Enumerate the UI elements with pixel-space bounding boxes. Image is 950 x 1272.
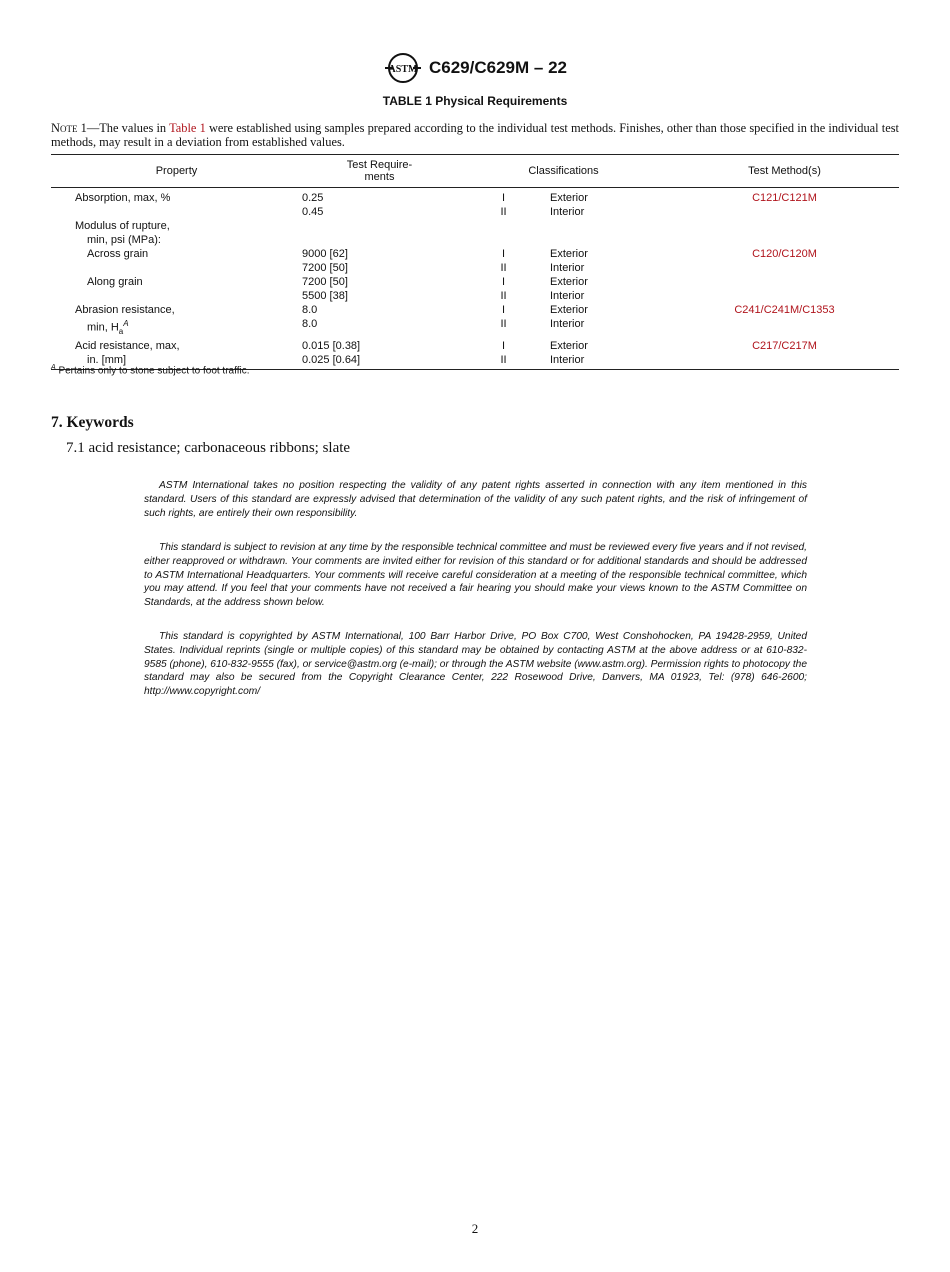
cell-requirement: 0.45 xyxy=(302,206,324,218)
cell-class: II xyxy=(457,353,550,370)
cell-method xyxy=(670,317,899,339)
cell-requirement: 5500 [38] xyxy=(302,290,348,302)
cell-category: Exterior xyxy=(550,276,588,288)
cell-class: I xyxy=(501,248,506,260)
astm-logo-icon xyxy=(383,52,423,84)
cell-property: Acid resistance, max, xyxy=(75,339,180,352)
note-number: 1 xyxy=(77,121,87,135)
cell-method xyxy=(670,261,899,275)
table-footnote xyxy=(51,364,249,376)
cell-class: I xyxy=(501,304,506,316)
cell-property: min, psi (MPa): xyxy=(87,234,161,246)
patent-disclaimer: ASTM International takes no position respecting the validity of any patent rights asserted in connection with any item mentioned in this standard. Users of this standard are expressly advised that determination of the validity of any such patent rights, and the risk of infringement of such rights, are entirely their own responsibility. xyxy=(144,480,807,519)
page-number: 2 xyxy=(471,1221,479,1236)
cell-requirement: 9000 [62] xyxy=(302,248,348,260)
cell-category: Interior xyxy=(550,262,585,274)
table-row xyxy=(51,261,899,275)
cell-property xyxy=(51,261,302,275)
revision-disclaimer: This standard is subject to revision at any time by the responsible technical committee and must be reviewed every five years and if not revised, either reapproved or withdrawn. Your comments are invited either for revision of this standard or for additional standards and should be addressed to ASTM International Headquarters. Your comments will receive careful consideration at a meeting of the responsible technical committee, which you may attend. If you feel that your comments have not received a fair hearing you should make your views known to the ASTM Committee on Standards, at the address shown below. xyxy=(144,542,807,609)
footnote-text: Pertains only to stone subject to foot traffic. xyxy=(55,365,250,377)
cell-requirement: 0.25 xyxy=(302,192,324,204)
table-row xyxy=(51,339,899,353)
cell-class: II xyxy=(500,290,507,302)
cell-category: Interior xyxy=(550,353,670,370)
method-link[interactable]: C217/C217M xyxy=(752,339,817,352)
table-row xyxy=(51,233,899,247)
table-note xyxy=(51,121,899,149)
page-header xyxy=(0,52,950,84)
method-link[interactable]: C241/C241M/C1353 xyxy=(734,304,835,316)
header-classifications: Classifications xyxy=(457,155,670,188)
cell-method xyxy=(670,353,899,370)
cell-property xyxy=(51,289,302,303)
cell-property: Absorption, max, % xyxy=(75,192,171,204)
table-row xyxy=(51,188,899,206)
cell-class xyxy=(457,233,550,247)
table-title: TABLE 1 Physical Requirements xyxy=(382,94,568,108)
note-dash: —The values in xyxy=(86,121,170,135)
cell-property: in. [mm] xyxy=(51,353,302,370)
table-row xyxy=(51,219,899,233)
cell-property xyxy=(51,317,302,339)
table-row xyxy=(51,205,899,219)
cell-category: Exterior xyxy=(550,339,588,352)
cell-category: Interior xyxy=(550,206,585,218)
table-row xyxy=(51,247,899,261)
cell-category: Exterior xyxy=(550,248,588,260)
cell-property xyxy=(51,205,302,219)
cell-category xyxy=(550,219,670,233)
header-requirements-line2: ments xyxy=(364,171,395,183)
cell-method xyxy=(670,205,899,219)
note-label: Note xyxy=(51,121,78,135)
table-row xyxy=(51,289,899,303)
copyright-disclaimer: This standard is copyrighted by ASTM International, 100 Barr Harbor Drive, PO Box C700, West Conshohocken, PA 19428-2959, United States. Individual reprints (single or multiple copies) of this standard may be obtained by contacting ASTM at the above address or at 610-832-9585 (phone), 610-832-9555 (fax), or service@astm.org (e-mail); or through the ASTM website (www.astm.org). Permission rights to photocopy the standard may also be secured from the Copyright Clearance Center, 222 Rosewood Drive, Danvers, MA 01923, Tel: (978) 646-2600; http://www.copyright.com/ xyxy=(144,631,807,698)
table-row xyxy=(51,317,899,339)
cell-requirement: 8.0 xyxy=(302,318,318,330)
cell-property: Along grain xyxy=(87,276,143,288)
cell-requirement xyxy=(302,219,457,233)
cell-requirement: 0.015 [0.38] xyxy=(302,339,361,352)
cell-class xyxy=(457,219,550,233)
table-row xyxy=(51,275,899,289)
cell-property: Abrasion resistance, xyxy=(75,304,175,316)
cell-category: Exterior xyxy=(550,304,588,316)
cell-class: II xyxy=(500,318,507,330)
document-id: C629/C629M – 22 xyxy=(429,58,567,77)
cell-category: Exterior xyxy=(550,192,588,204)
cell-method xyxy=(670,219,899,233)
cell-category: Interior xyxy=(550,290,585,302)
table-row xyxy=(51,303,899,317)
cell-method xyxy=(670,289,899,303)
cell-class: II xyxy=(500,206,507,218)
cell-requirement xyxy=(302,233,457,247)
cell-requirement: 7200 [50] xyxy=(302,276,348,288)
cell-class: I xyxy=(501,192,506,204)
property-subscript: a xyxy=(118,326,124,336)
header-property: Property xyxy=(51,155,302,188)
header-requirements-line1: Test Require- xyxy=(346,159,413,171)
cell-requirement: 7200 [50] xyxy=(302,262,348,274)
footnote-mark: A xyxy=(51,364,56,371)
cell-property: Across grain xyxy=(87,248,149,260)
table-header-row xyxy=(51,155,899,188)
method-link[interactable]: C121/C121M xyxy=(752,192,817,204)
method-link[interactable]: C120/C120M xyxy=(752,248,817,260)
note-text: were established using samples prepared according to the individual test methods. Finishes, other than those specified in the individual test methods, may result in a deviation from established values. xyxy=(51,121,900,149)
header-requirements xyxy=(302,155,457,188)
section-heading: 7. Keywords xyxy=(51,414,134,431)
cell-class: I xyxy=(501,339,506,352)
cell-property: Modulus of rupture, xyxy=(75,220,170,232)
svg-text:ASTM: ASTM xyxy=(388,64,418,75)
property-prefix: min, H xyxy=(87,321,119,334)
footnote-marker: A xyxy=(123,319,129,328)
cell-class: I xyxy=(501,276,506,288)
physical-requirements-table xyxy=(51,154,899,370)
table-link[interactable]: Table 1 xyxy=(169,121,206,135)
cell-category: Interior xyxy=(550,318,585,330)
cell-requirement: 0.025 [0.64] xyxy=(302,353,457,370)
cell-class: II xyxy=(500,262,507,274)
cell-requirement: 8.0 xyxy=(302,304,318,316)
section-paragraph: 7.1 acid resistance; carbonaceous ribbons; slate xyxy=(66,440,351,456)
cell-method xyxy=(670,275,899,289)
cell-method xyxy=(670,233,899,247)
header-methods: Test Method(s) xyxy=(670,155,899,188)
cell-category xyxy=(550,233,670,247)
